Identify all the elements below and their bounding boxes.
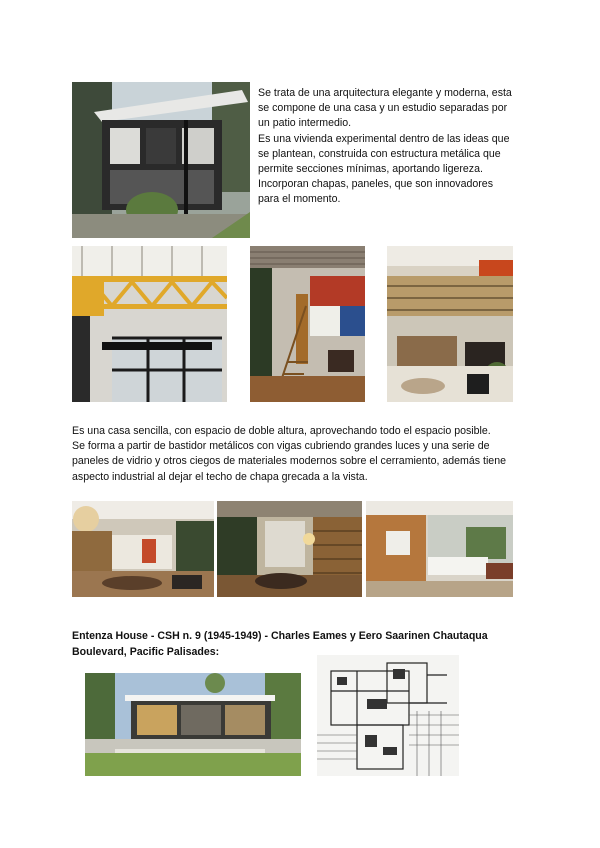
steel-truss-interior-photo <box>72 246 227 402</box>
description-line: Es una casa sencilla, con espacio de doble altura, aprovechando todo el espacio posible. <box>72 425 491 437</box>
intro-line: se compone de una casa y un estudio separadas por <box>258 102 508 115</box>
intro-paragraph <box>258 86 548 208</box>
living-room-interior-photo <box>387 246 513 402</box>
heading-line: Boulevard, Pacific Palisades: <box>72 646 220 658</box>
heading-line: Entenza House - CSH n. 9 (1945-1949) - Charles Eames y Eero Saarinen Chautaqua <box>72 630 488 642</box>
section-heading <box>72 628 552 660</box>
intro-line: Se trata de una arquitectura elegante y moderna, esta <box>258 87 512 99</box>
double-height-interior-photo <box>250 246 365 402</box>
description-line: Se forma a partir de bastidor metálicos con vigas cubriendo grandes luces y una serie de <box>72 440 490 453</box>
interior-library-photo <box>217 501 362 597</box>
entenza-house-exterior-photo <box>85 673 301 776</box>
intro-line: permite secciones mínimas, aportando ligereza. <box>258 163 483 176</box>
entenza-house-floor-plan <box>317 655 459 776</box>
description-line: aspecto industrial al dejar el techo de chapa grecada a la vista. <box>72 470 368 483</box>
eames-house-exterior-photo <box>72 82 250 238</box>
interior-lounge-photo <box>72 501 214 597</box>
intro-line: Incorporan chapas, paneles, que son innovadores <box>258 178 493 191</box>
intro-line: se plantean, construida con estructura metálica que <box>258 147 501 160</box>
description-paragraph <box>72 424 542 485</box>
intro-line: Es una vivienda experimental dentro de las ideas que <box>258 132 510 145</box>
intro-line: para el momento. <box>258 193 341 206</box>
description-line: paneles de vidrio y otros ciegos de materiales modernos sobre el cerramiento, además tiene <box>72 455 506 468</box>
bedroom-interior-photo <box>366 501 513 597</box>
intro-line: un patio intermedio. <box>258 117 352 130</box>
